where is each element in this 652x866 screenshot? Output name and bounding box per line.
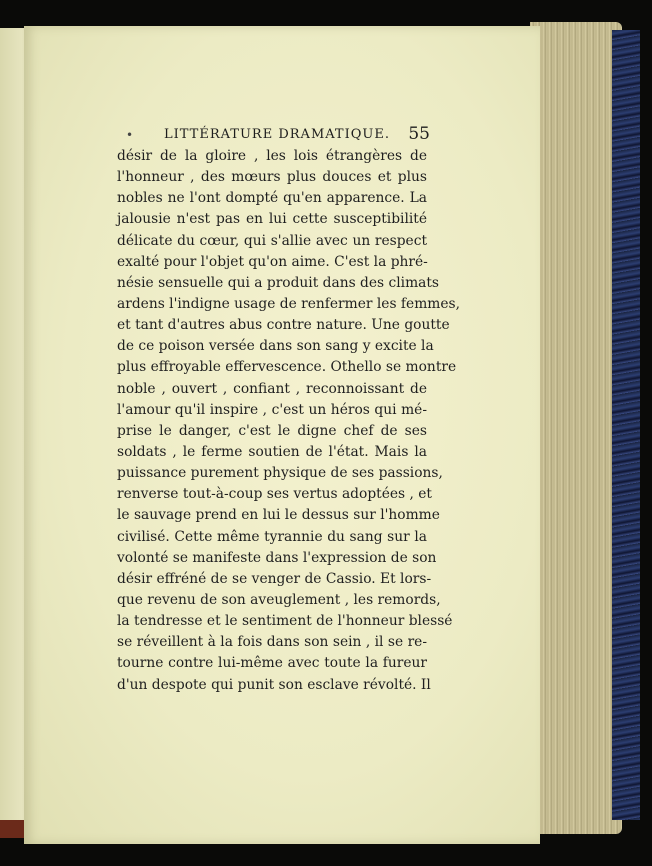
text-line: plus effroyable effervescence. Othello se montre [117, 359, 457, 376]
text-line: soldats , le ferme soutien de l'état. Mais la [117, 443, 427, 460]
running-head [120, 124, 430, 146]
text-line: et tant d'autres abus contre nature. Une goutte [117, 317, 450, 334]
text-line: que revenu de son aveuglement , les remords, [117, 591, 441, 608]
text-line: noble , ouvert , confiant , reconnoissant de [117, 380, 427, 397]
body-text [117, 146, 460, 696]
text-line: exalté pour l'objet qu'on aime. C'est la phré- [117, 253, 428, 270]
text-line: nésie sensuelle qui a produit dans des climats [117, 274, 440, 291]
text-line: la tendresse et le sentiment de l'honneur blessé [117, 613, 453, 630]
book-cover-right [612, 30, 640, 820]
text-line: volonté se manifeste dans l'expression de son [117, 549, 437, 566]
text-line: jalousie n'est pas en lui cette susceptibilité [117, 211, 427, 228]
text-line: délicate du cœur, qui s'allie avec un respect [117, 232, 427, 249]
header-ornament: • [126, 128, 134, 142]
text-line: prise le danger, c'est le digne chef de ses [117, 422, 427, 439]
page-number: 55 [408, 124, 430, 144]
text-line: d'un despote qui punit son esclave révolté. Il [117, 676, 431, 693]
text-line: nobles ne l'ont dompté qu'en apparence. La [117, 190, 427, 207]
running-head-title: LITTÉRATURE DRAMATIQUE. [164, 127, 390, 142]
page-block-edges [530, 22, 622, 834]
text-line: se réveillent à la fois dans son sein , il se re- [117, 634, 427, 651]
text-line: de ce poison versée dans son sang y excite la [117, 338, 434, 355]
text-line: tourne contre lui-même avec toute la fureur [117, 655, 427, 672]
text-line: civilisé. Cette même tyrannie du sang sur la [117, 528, 427, 545]
text-line: le sauvage prend en lui le dessus sur l'homme [117, 507, 440, 524]
text-line: ardens l'indigne usage de renfermer les femmes, [117, 295, 460, 312]
text-line: désir de la gloire , les lois étrangères de [117, 148, 427, 164]
text-line: l'amour qu'il inspire , c'est un héros qui mé- [117, 401, 427, 418]
text-line: renverse tout-à-coup ses vertus adoptées , et [117, 486, 432, 503]
text-line: désir effréné de se venger de Cassio. Et lors- [117, 570, 432, 587]
text-line: puissance purement physique de ses passions, [117, 465, 443, 482]
text-line: l'honneur , des mœurs plus douces et plus [117, 169, 427, 186]
